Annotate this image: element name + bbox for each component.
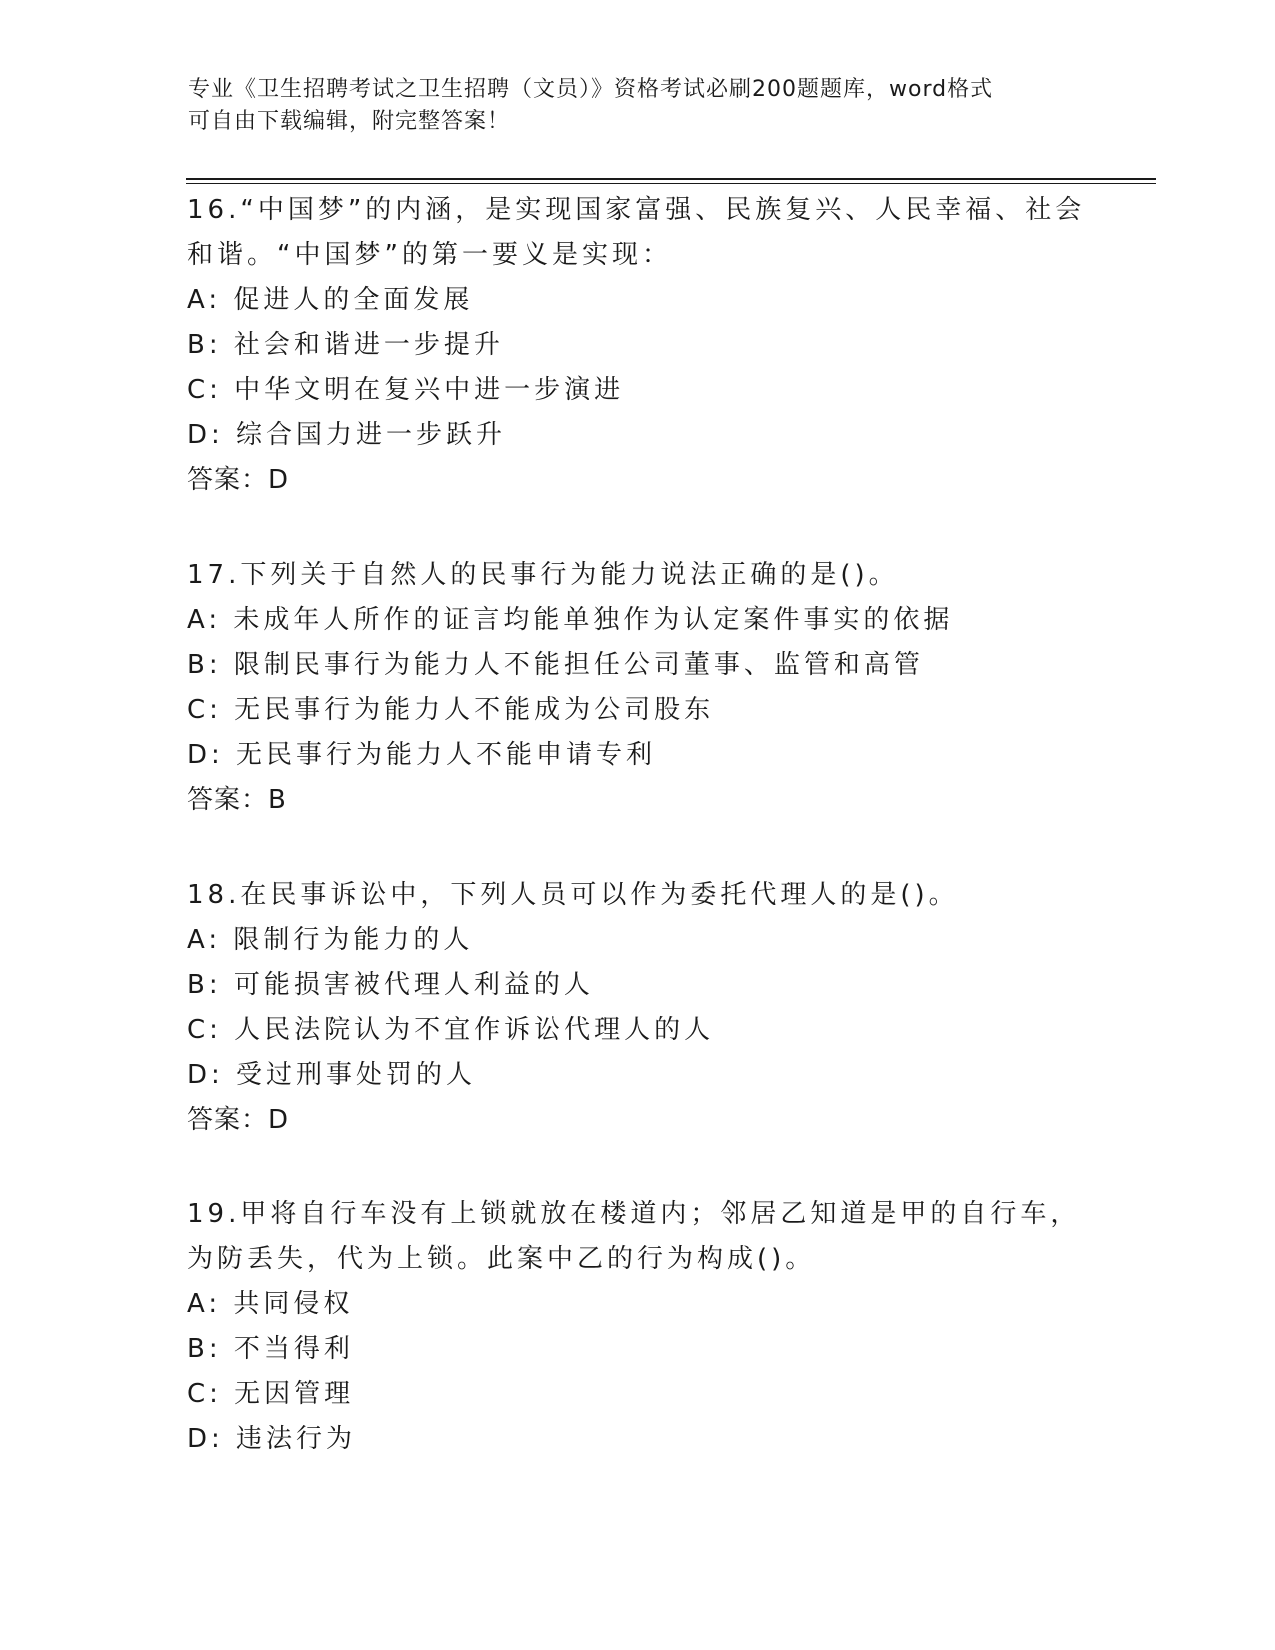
option-b: B: 可能损害被代理人利益的人: [187, 970, 594, 1000]
option-c: C: 人民法院认为不宜作诉讼代理人的人: [187, 1015, 715, 1045]
option-b: B: 社会和谐进一步提升: [187, 330, 504, 360]
answer: 答案：D: [187, 1105, 290, 1135]
option-a: A: 促进人的全面发展: [187, 285, 474, 315]
option-c: C: 无因管理: [187, 1379, 355, 1409]
header-line-1: 专业《卫生招聘考试之卫生招聘（文员）》资格考试必刷200题题库，word格式: [188, 77, 994, 102]
question-stem: 16.“中国梦”的内涵，是实现国家富强、民族复兴、人民幸福、社会和谐。“中国梦”的第一要义是实现：: [187, 195, 1086, 270]
answer: 答案：B: [187, 785, 287, 815]
option-d: D: 违法行为: [187, 1424, 357, 1454]
document-header: [188, 74, 1088, 138]
option-d: D: 无民事行为能力人不能申请专利: [187, 740, 657, 770]
option-a: A: 共同侵权: [187, 1289, 354, 1319]
option-a: A: 未成年人所作的证言均能单独作为认定案件事实的依据: [187, 605, 954, 635]
option-a: A: 限制行为能力的人: [187, 925, 474, 955]
option-c: C: 无民事行为能力人不能成为公司股东: [187, 695, 715, 725]
question-19: [187, 1192, 1087, 1462]
question-stem: 18.在民事诉讼中，下列人员可以作为委托代理人的是()。: [187, 880, 959, 910]
question-stem: 19.甲将自行车没有上锁就放在楼道内；邻居乙知道是甲的自行车，为防丢失，代为上锁。此案中乙的行为构成()。: [187, 1199, 1081, 1274]
option-c: C: 中华文明在复兴中进一步演进: [187, 375, 625, 405]
question-17: [187, 553, 1087, 823]
question-stem: 17.下列关于自然人的民事行为能力说法正确的是()。: [187, 560, 899, 590]
answer: 答案：D: [187, 465, 290, 495]
header-line-2: 可自由下载编辑，附完整答案！: [188, 109, 511, 134]
option-b: B: 限制民事行为能力人不能担任公司董事、监管和高管: [187, 650, 924, 680]
question-18: [187, 873, 1087, 1143]
header-divider-thick: [186, 178, 1156, 180]
option-d: D: 综合国力进一步跃升: [187, 420, 507, 450]
option-b: B: 不当得利: [187, 1334, 354, 1364]
question-16: [187, 188, 1087, 503]
option-d: D: 受过刑事处罚的人: [187, 1060, 477, 1090]
header-divider-thin: [186, 183, 1156, 184]
